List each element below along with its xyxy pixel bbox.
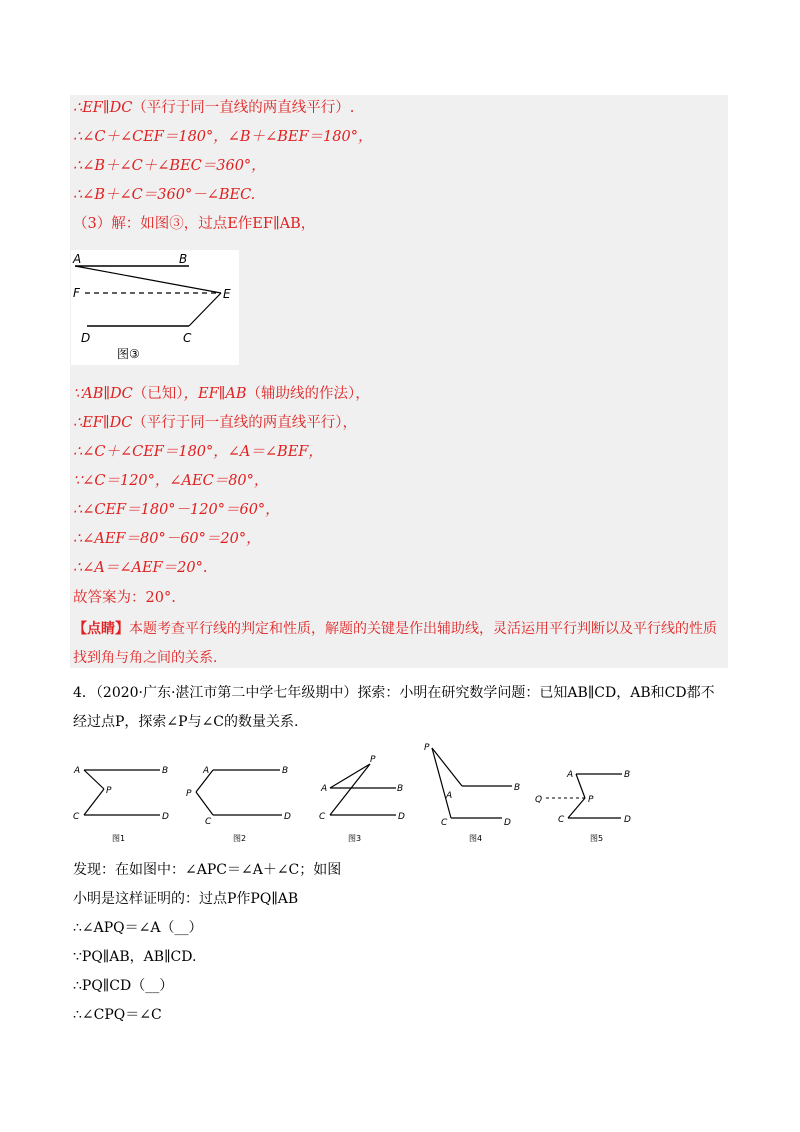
line-6-math-2: ，EF∥AB [183, 386, 247, 402]
comment-line-2: 找到角与角之间的关系. [73, 650, 218, 666]
svg-text:C: C [73, 812, 80, 822]
solution-line-1 [73, 98, 354, 118]
comment-tag: 【点睛】 [73, 621, 129, 637]
solution-line-1-tail: . [349, 100, 355, 116]
svg-text:A: A [203, 766, 210, 776]
figure-4 [424, 743, 520, 843]
svg-text:A: A [567, 770, 574, 780]
line-7-tail: ， [342, 415, 358, 431]
solution-panel [70, 95, 728, 668]
svg-text:B: B [397, 784, 404, 794]
svg-text:C: C [441, 818, 448, 828]
solution-line-7 [73, 413, 357, 433]
solution-line-1-note: （平行于同一直线的两直线平行） [132, 100, 350, 116]
line-6-note-1: （已知） [132, 386, 184, 402]
proof-line-3: ∴∠APQ＝∠A（__） [73, 920, 203, 936]
comment-line-1 [73, 619, 717, 639]
svg-text:P: P [106, 786, 112, 796]
solution-line-12: ∴∠A＝∠AEF＝20°. [73, 560, 208, 576]
solution-line-9: ∵∠C＝120°，∠AEC＝80°， [73, 473, 269, 489]
proof-line-1: 发现：在如图中：∠APC＝∠A＋∠C；如图 [73, 862, 342, 878]
proof-line-2: 小明是这样证明的：过点P作PQ∥AB [73, 891, 299, 907]
fig3-label-a: A [73, 252, 82, 266]
line-7-math: ∴EF∥DC [73, 415, 133, 431]
solution-line-8: ∴∠C＋∠CEF＝180°，∠A＝∠BEF， [73, 444, 323, 460]
fig3-label-c: C [183, 331, 192, 345]
svg-text:A: A [446, 791, 453, 801]
proof-line-4: ∵PQ∥AB，AB∥CD. [73, 949, 197, 965]
svg-text:D: D [624, 815, 631, 825]
question-line-1: 4．（2020·广东·湛江市第二中学七年级期中）探索：小明在研究数学问题：已知AB∥CD，AB和CD都不 [73, 685, 715, 701]
svg-text:B: B [282, 766, 289, 776]
figure-3-diagram [71, 250, 239, 365]
svg-text:D: D [162, 812, 169, 822]
svg-text:C: C [205, 817, 212, 827]
figure-4-caption: 图4 [469, 834, 483, 843]
svg-text:D: D [504, 818, 511, 828]
solution-line-10: ∴∠CEF＝180°－120°＝60°， [73, 502, 280, 518]
svg-text:P: P [370, 755, 376, 765]
figure-1-caption: 图1 [112, 834, 126, 843]
proof-line-6: ∴∠CPQ＝∠C [73, 1007, 162, 1023]
question-line-2: 经过点P，探索∠P与∠C的数量关系. [73, 714, 299, 730]
svg-text:P: P [424, 743, 430, 753]
figure-3-caption: 图3 [348, 834, 362, 843]
fig3-label-b: B [179, 252, 188, 266]
svg-text:A: A [74, 766, 81, 776]
solution-line-6 [73, 384, 370, 404]
solution-line-5: （3）解：如图③，过点E作EF∥AB， [73, 216, 316, 232]
solution-line-1-math: ∴EF∥DC [73, 100, 133, 116]
line-7-note: （平行于同一直线的两直线平行） [132, 415, 343, 431]
figure-5 [535, 770, 631, 843]
svg-text:C: C [558, 815, 565, 825]
fig3-label-d: D [81, 331, 91, 345]
svg-text:B: B [162, 766, 169, 776]
svg-text:P: P [588, 795, 594, 805]
figure-2 [186, 766, 291, 843]
proof-line-5: ∴PQ∥CD（__） [73, 978, 174, 994]
figure-1 [73, 766, 169, 843]
svg-text:A: A [321, 784, 328, 794]
figure-3 [319, 755, 405, 843]
comment-text-1: 本题考查平行线的判定和性质，解题的关键是作出辅助线，灵活运用平行判断以及平行线的性质 [129, 621, 717, 637]
solution-line-3: ∴∠B＋∠C＋∠BEC＝360°， [73, 158, 266, 174]
fig3-caption: 图③ [117, 347, 140, 361]
line-6-note-2: （辅助线的作法） [246, 386, 356, 402]
solution-line-11: ∴∠AEF＝80°－60°＝20°， [73, 531, 261, 547]
svg-text:D: D [398, 812, 405, 822]
line-6-tail: ， [355, 386, 370, 402]
question-figures [68, 740, 638, 848]
svg-text:B: B [514, 783, 521, 793]
line-6-math-1: ∵AB∥DC [73, 386, 133, 402]
fig3-label-e: E [223, 287, 231, 301]
figure-2-caption: 图2 [233, 834, 247, 843]
svg-text:Q: Q [535, 795, 543, 805]
answer-line: 故答案为：20°. [73, 590, 176, 606]
solution-line-2: ∴∠C＋∠CEF＝180°，∠B＋∠BEF＝180°， [73, 129, 373, 145]
fig3-label-f: F [73, 286, 80, 300]
figure-5-caption: 图5 [590, 834, 604, 843]
svg-text:B: B [624, 770, 631, 780]
svg-text:P: P [186, 789, 192, 799]
solution-line-4: ∴∠B＋∠C＝360°－∠BEC. [73, 187, 256, 203]
svg-text:C: C [319, 812, 326, 822]
svg-text:D: D [284, 812, 291, 822]
